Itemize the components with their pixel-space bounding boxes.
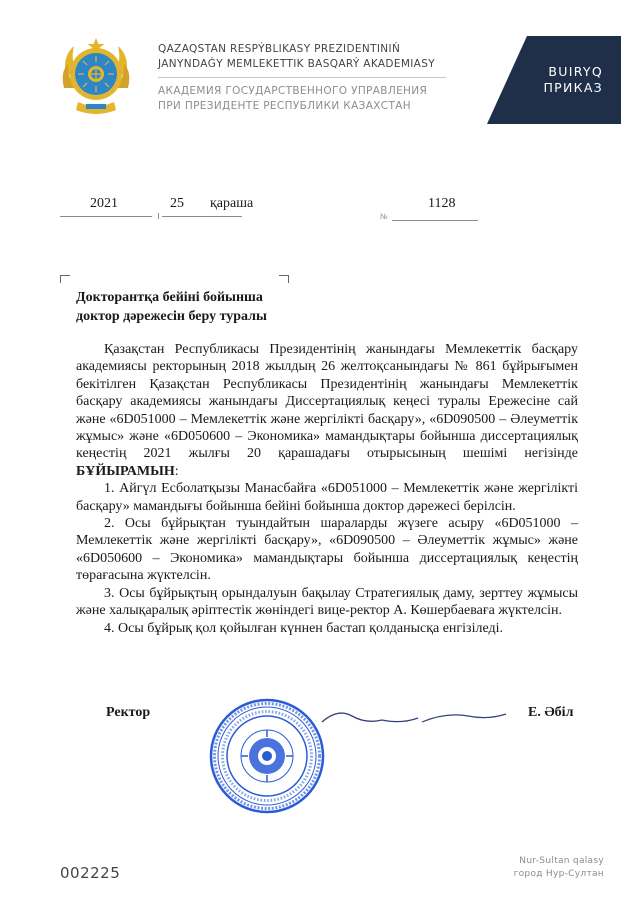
institution-name-latin: QAZAQSTAN RESPÝBLIKASY PREZIDENTINIŃ JANYNDAǴY MEMLEKETTIK BASQARÝ AKADEMIASY xyxy=(158,43,435,70)
header-divider xyxy=(158,77,446,78)
handwritten-signature xyxy=(318,700,518,740)
doc-type-latin: BUIRYQ xyxy=(548,64,603,79)
title-corner-left xyxy=(60,275,70,276)
city-name-latin: Nur-Sultan qalasy xyxy=(519,856,604,866)
institution-name-cyrillic: АКАДЕМИЯ ГОСУДАРСТВЕННОГО УПРАВЛЕНИЯ ПРИ ПРЕЗИДЕНТЕ РЕСПУБЛИКИ КАЗАХСТАН xyxy=(158,85,428,112)
city-name-cyrillic: город Нур-Султан xyxy=(513,869,604,879)
order-item: 3. Осы бұйрықтың орындалуын бақылау Стратегиялық даму, зерттеу жұмысы және халықаралық әріптестік жөніндегі вице-ректор А. Көшербаеваға жүктелсін. xyxy=(76,585,578,619)
registration-month: қараша xyxy=(210,196,254,211)
doc-type-cyrillic: ПРИКАЗ xyxy=(543,80,603,95)
order-item: 1. Айгүл Есболатқызы Манасбайға «6D051000 – Мемлекеттік және жергілікті басқару» мамандығы бойынша бейіні бойынша доктор дәрежесі берілсін. xyxy=(76,481,578,514)
form-serial-number: 002225 xyxy=(60,864,121,882)
order-word: БҰЙЫРАМЫН xyxy=(76,463,175,479)
document-title: Докторантқа бейіні бойынша доктор дәрежесін беру туралы xyxy=(76,290,267,324)
registration-day: 25 xyxy=(170,196,184,211)
day-month-underline xyxy=(162,216,242,217)
order-item: 4. Осы бұйрық қол қойылған күннен бастап қолданысқа енгізіледі. xyxy=(104,620,503,636)
date-separator xyxy=(158,213,159,219)
number-label: № xyxy=(380,212,388,221)
number-underline xyxy=(392,220,478,221)
document-body xyxy=(76,341,578,637)
signatory-position: Ректор xyxy=(106,705,151,720)
order-item: 2. Осы бұйрықтан туындайтын шараларды жүзеге асыру «6D051000 – Мемлекеттік және жергілікті басқару», «6D090500 – Әлеуметтік жұмыс» және «6D050600 – Экономика» мамандықтары бойынша диссертациялық кеңестің төрағасына жүктелсін. xyxy=(76,516,578,584)
official-seal-icon xyxy=(208,697,326,815)
registration-year: 2021 xyxy=(90,196,118,211)
signatory-name: Е. Әбіл xyxy=(528,705,574,720)
registration-number: 1128 xyxy=(428,196,456,211)
document-type-badge xyxy=(487,36,621,124)
intro-paragraph: Қазақстан Республикасы Президентінің жанындағы Мемлекеттік басқару академиясы ректорының 2018 жылдың 26 желтоқсанындағы № 861 бұйрығымен бекітілген Қазақстан Республикасы Президентінің жанындағы Мемлекеттік басқару академиясы жанындағы Диссертациялық кеңесі туралы Ережесіне сай және «6D051000 – Мемлекеттік және жергілікті басқару», «6D090500 – Әлеуметтік жұмыс» және «6D050600 – Экономика» мамандықтары бойынша диссертациялық кеңестің 2021 жылғы 20 қарашадағы отырысының шешімі негізінде БҰЙЫРАМЫН: xyxy=(76,342,578,479)
state-emblem-icon xyxy=(60,32,132,118)
year-underline xyxy=(60,216,152,217)
